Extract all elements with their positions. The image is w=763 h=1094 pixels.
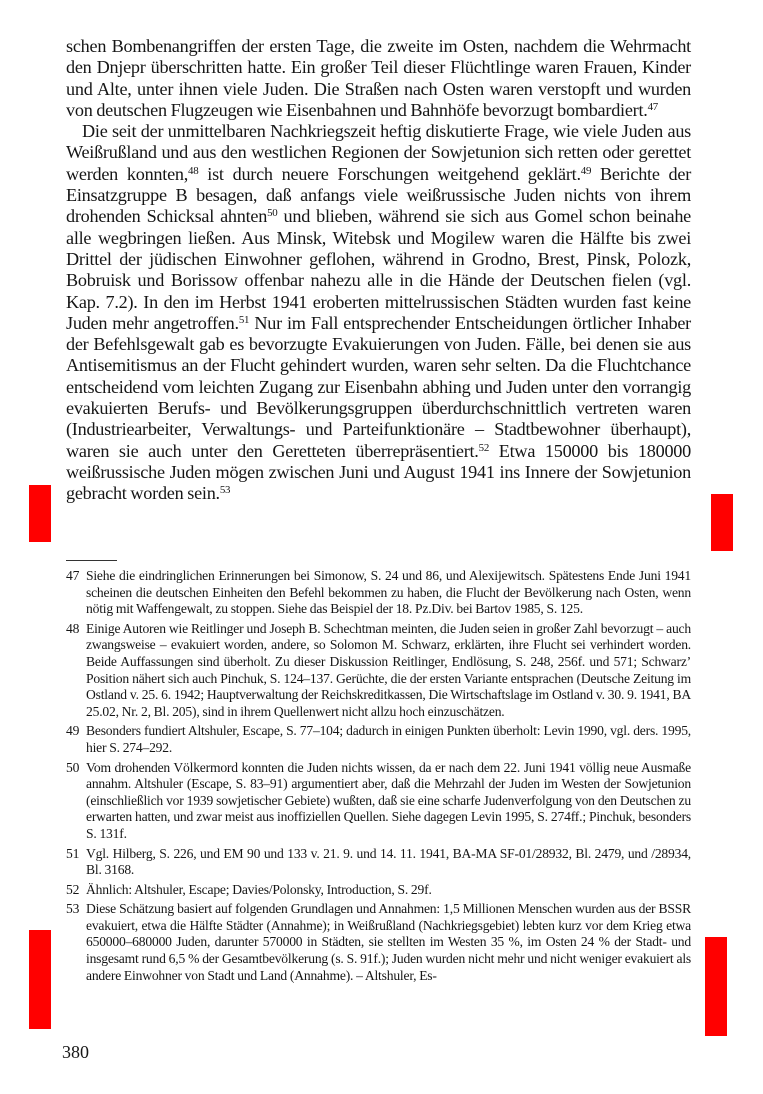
- footnote-reference: 50: [267, 207, 278, 220]
- footnote-reference: 49: [580, 164, 592, 177]
- footnote: [66, 901, 691, 984]
- footnote-reference: 51: [238, 313, 250, 326]
- footnote-text: Besonders fundiert Altshuler, Escape, S. 77–104; dadurch in einigen Punkten überholt: Levin 1990, vgl. ders. 1995, hier S. 274–292.: [86, 723, 691, 755]
- footnote-text: Siehe die eindringlichen Erinnerungen bei Simonow, S. 24 und 86, und Alexijewitsch. Spätestens Ende Juni 1941 scheinen die deutschen Einheiten den Befehl bekommen zu haben, die Flucht der Bevölkerung nach Osten, wenn nötig mit Waffengewalt, zu stoppen. Siehe das Beispiel der 18. Pz.Div. bei Bartov 1985, S. 125.: [86, 568, 691, 617]
- footnote-text: Einige Autoren wie Reitlinger und Joseph B. Schechtman meinten, die Juden seien in großer Zahl bevorzugt – auch zwangsweise – evakuiert worden, andere, so Solomon M. Schwarz, erklärten, ihre Flucht sei verhindert worden. Beide Auffassungen sind überholt. Zu dieser Diskussion Reitlinger, Endlösung, S. 248, 256f. und 571; Schwarz’ Position nähert sich auch Pinchuk, S. 124–137. Gerüchte, die der ersten Variante entsprachen (Deutsche Zeitung im Ostland v. 25. 6. 1942; Hauptverwaltung der Reichskreditkassen, Die Wirtschaftslage im Ostland v. 30. 9. 1941, BA 25.02, Nr. 2, Bl. 205), sind in ihrem Quellenwert nicht allzu hoch einzuschätzen.: [86, 620, 691, 719]
- footnote: [66, 882, 691, 899]
- footnote-separator: [66, 560, 117, 561]
- red-marker-right-upper: [711, 494, 733, 551]
- footnote-reference: 53: [219, 484, 231, 497]
- paragraph-1: schen Bombenangriffen der ersten Tage, die zweite im Osten, nachdem die Wehrmacht den Dnjepr überschritten hatte. Ein großer Teil dieser Flüchtlinge waren Frauen, Kinder und Alte, unter ihnen viele Juden. Die Straßen nach Osten waren verstopft und wurden von deutschen Flugzeugen wie Eisenbahnen und Bahnhöfe bevorzugt bombardiert.$^{47}$: [66, 36, 691, 120]
- footnote: [66, 723, 691, 756]
- footnote-text: Vgl. Hilberg, S. 226, und EM 90 und 133 v. 21. 9. und 14. 11. 1941, BA-MA SF-01/28932, Bl. 2479, und /28934, Bl. 3168.: [86, 845, 691, 878]
- footnote-text: Ähnlich: Altshuler, Escape; Davies/Polonsky, Introduction, S. 29f.: [86, 881, 432, 897]
- footnote-text: Vom drohenden Völkermord konnten die Juden nichts wissen, da er nach dem 22. Juni 1941 völlig neue Ausmaße annahm. Altshuler (Escape, S. 83–91) argumentiert aber, daß die Mehrzahl der Juden im Westen der Sowjetunion (einschließlich vor 1939 sowjetischer Gebiete) wußten, daß sie eine scharfe Judenverfolgung von den Deutschen zu erwarten hatten, und zwar meist aus inoffiziellen Quellen. Siehe dagegen Levin 1995, S. 274ff.; Pinchuk, besonders S. 131f.: [86, 759, 691, 841]
- footnote-reference: 48: [188, 164, 199, 177]
- red-marker-right-lower: [705, 937, 727, 1036]
- footnote-reference: 52: [478, 441, 490, 454]
- red-marker-left-lower: [29, 930, 51, 1029]
- footnote-reference: 47: [647, 100, 658, 113]
- footnote-number: 51: [66, 845, 80, 861]
- footnote-number: 50: [66, 759, 80, 775]
- red-marker-left-upper: [29, 485, 51, 542]
- footnote: [66, 568, 691, 618]
- footnotes: [66, 568, 691, 987]
- footnote: [66, 846, 691, 879]
- footnote-text: Diese Schätzung basiert auf folgenden Grundlagen und Annahmen: 1,5 Millionen Menschen wurden aus der BSSR evakuiert, etwa die Hälfte Städter (Annahme); in Weißrußland (Nachkriegsgebiet) lebten kurz vor dem Krieg etwa 650000–680000 Juden, darunter 570000 in Städten, sie stellten im Westen 35 %, im Osten 24 % der Stadt- und insgesamt rund 6,5 % der Gesamtbevölkerung (s. S. 91f.); Juden wurden nicht mehr und nicht weniger evakuiert als andere Einwohner von Stadt und Land (Annahme). – Altshuler, Es-: [86, 901, 691, 983]
- footnote: [66, 621, 691, 721]
- footnote-number: 47: [66, 568, 80, 583]
- footnote-number: 48: [66, 620, 80, 636]
- paragraph-2: Die seit der unmittelbaren Nachkriegszeit heftig diskutierte Frage, wie viele Juden aus Weißrußland und aus den westlichen Regionen der Sowjetunion sich retten oder gerettet werden konnten,$^{48}$ ist durch neuere Forschungen weitgehend geklärt.$^{49}$ Berichte der Einsatzgruppe B besagen, daß anfangs viele weißrussische Juden nichts von ihrem drohenden Schicksal ahnten$^{50}$ und blieben, während sie sich aus Gomel schon beinahe alle wegbringen ließen. Aus Minsk, Witebsk und Mogilew waren die Hälfte bis zwei Drittel der jüdischen Einwohner geflohen, während in Grodno, Brest, Pinsk, Polozk, Bobruisk und Borissow offenbar nahezu alle in die Hände der Deutschen fielen (vgl. Kap. 7.2). In den im Herbst 1941 eroberten mittelrussischen Städten wurden fast keine Juden mehr angetroffen.$^{51}$ Nur im Fall entsprechender Entscheidungen örtlicher Inhaber der Befehlsgewalt gab es bevorzugte Evakuierungen von Juden. Fälle, bei denen sie aus Antisemitismus an der Flucht gehindert wurden, waren sehr selten. Da die Fluchtchance entscheidend vom leichten Zugang zur Eisenbahn abhing und Juden unter den vorrangig evakuierten Berufs- und Bevölkerungsgruppen überdurchschnittlich vertreten waren (Industriearbeiter, Verwaltungs- und Parteifunktionäre – Stadtbewohner überhaupt), waren sie auch unter den Geretteten überrepräsentiert.$^{52}$ Etwa 150000 bis 180000 weißrussische Juden mögen zwischen Juni und August 1941 ins Innere der Sowjetunion gebracht worden sein.$^{53}$: [66, 121, 691, 504]
- body-text: [66, 36, 691, 505]
- footnote-number: 52: [66, 881, 80, 897]
- footnote-number: 49: [66, 723, 80, 739]
- footnote-number: 53: [66, 901, 80, 917]
- page-number: 380: [62, 1042, 89, 1062]
- footnote: [66, 760, 691, 843]
